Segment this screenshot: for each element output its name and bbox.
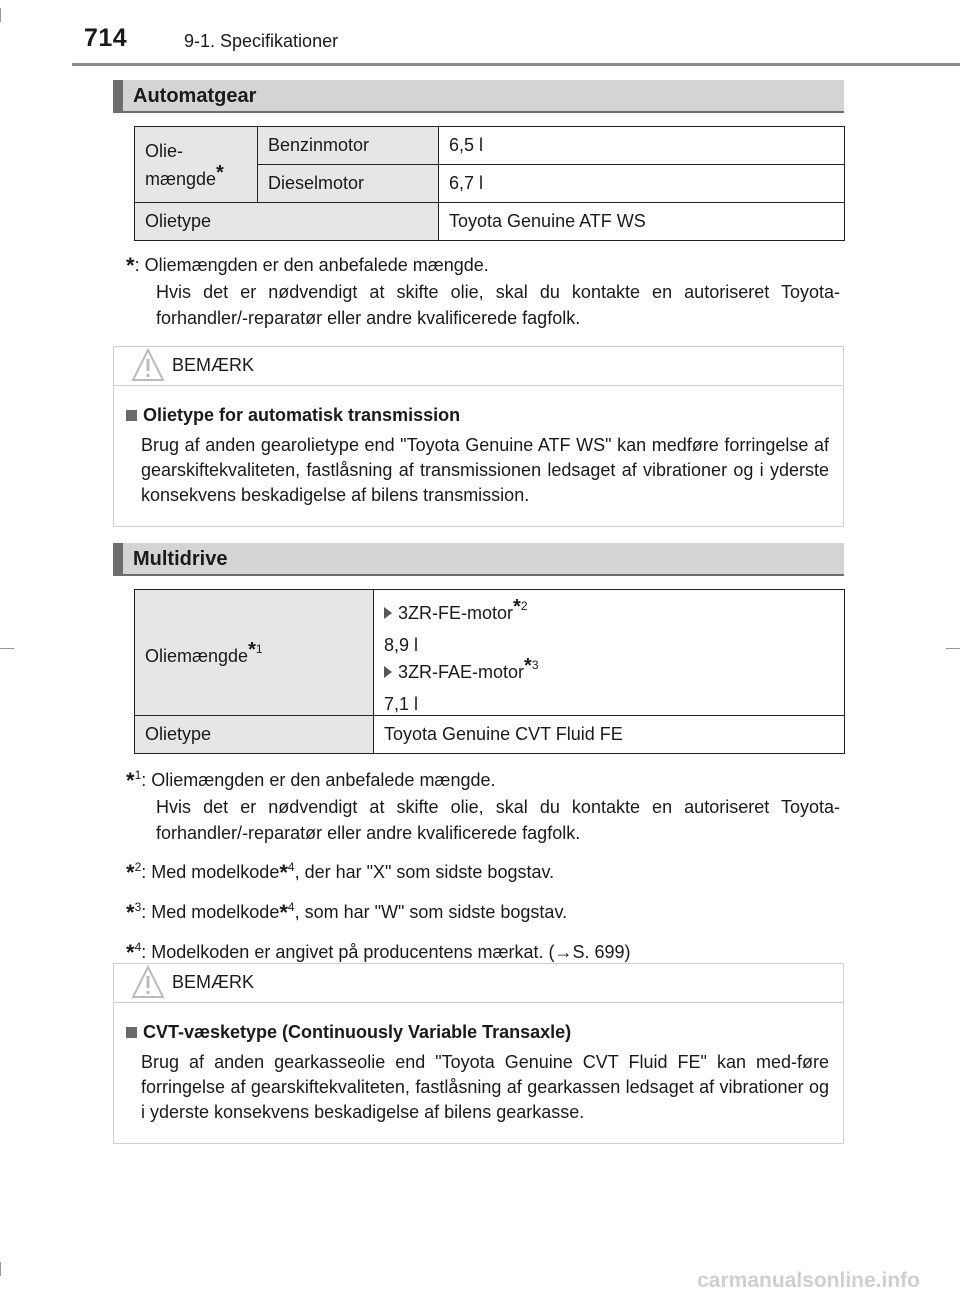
- header-rule: [72, 63, 960, 66]
- oil-amount-values: 3ZR-FE-motor$^{*2}$ 8,9 l 3ZR-FAE-motor$^{*3}$ 7,1 l: [374, 590, 845, 716]
- note-body: Brug af anden gearolietype end "Toyota Genuine ATF WS" kan medføre forringelse af gearskiftekvaliteten, fastlåsning af transmissionen ledsaget af vibrationer og i yderste konsekvens beskadigelse af bilens transmission.: [141, 435, 829, 505]
- note-box-atf: [113, 346, 844, 527]
- note-body: Brug af anden gearkasseolie end "Toyota Genuine CVT Fluid FE" kan med-føre forringelse af gearskiftekvaliteten, fastlåsning af gearkassen ledsaget af vibrationer og i yderste konsekvens beskadigelse af bilens gearkasse.: [141, 1052, 829, 1122]
- automatgear-footnote: *: Oliemængden er den anbefalede mængde. Hvis det er nødvendigt at skifte olie, skal du kontakte en autoriseret Toyota-forhandler/-reparatør eller andre kvalificerede fagfolk.: [126, 253, 840, 328]
- triangle-marker-icon: [384, 607, 392, 619]
- section-title: Automatgear: [133, 85, 257, 107]
- square-bullet-icon: [126, 1027, 137, 1038]
- value-cell: 8,9 l: [384, 634, 419, 655]
- engine-cell: Benzinmotor: [258, 127, 439, 165]
- section-header-multidrive: [113, 543, 844, 576]
- oil-amount-label: Olie- mængde*: [135, 127, 258, 203]
- square-bullet-icon: [126, 410, 137, 421]
- oil-type-label: Olietype: [135, 716, 374, 754]
- oil-amount-label: Oliemængde$^{*1}$: [135, 590, 374, 716]
- note-label: BEMÆRK: [172, 972, 255, 992]
- warning-icon: [131, 964, 165, 1000]
- crop-mark: [0, 8, 1, 22]
- value-cell: 7,1 l: [384, 693, 419, 714]
- crop-mark: [946, 648, 960, 649]
- page-number: 714: [84, 24, 128, 52]
- multidrive-spec-table: [134, 589, 845, 754]
- note-title: Olietype for automatisk transmission: [126, 405, 460, 426]
- note-header: [114, 347, 843, 386]
- note-title: CVT-væsketype (Continuously Variable Transaxle): [126, 1022, 571, 1043]
- section-title: Multidrive: [133, 548, 228, 570]
- automatgear-spec-table: [134, 126, 845, 241]
- note-header: [114, 964, 843, 1003]
- value-cell: 6,7 l: [439, 165, 845, 203]
- watermark: carmanualsonline.info: [697, 1269, 920, 1292]
- note-box-cvt: [113, 963, 844, 1144]
- multidrive-footnotes: *$^1$: Oliemængden er den anbefalede mængde. Hvis det er nødvendigt at skifte olie, skal du kontakte en autoriseret Toyota-forhandler/-reparatør eller andre kvalificerede fagfolk. *$^2$: Med modelkode*$^4$, der har "X" som sidste bogstav. *$^3$: Med modelkode*$^4$, som har "W" som sidste bogstav. *$^4$: Modelkoden er angivet på producentens mærkat. (→S. 699): [126, 768, 840, 965]
- crop-mark: [0, 648, 14, 649]
- warning-icon: [131, 347, 165, 383]
- crop-mark: [0, 1262, 1, 1276]
- chapter-title: 9-1. Specifikationer: [184, 31, 339, 51]
- engine-cell: Dieselmotor: [258, 165, 439, 203]
- oil-type-value: Toyota Genuine CVT Fluid FE: [374, 716, 845, 754]
- section-header-automatgear: [113, 80, 844, 113]
- arrow-icon: →: [554, 942, 573, 962]
- oil-type-label: Olietype: [135, 203, 439, 241]
- triangle-marker-icon: [384, 666, 392, 678]
- note-label: BEMÆRK: [172, 355, 255, 375]
- value-cell: 6,5 l: [439, 127, 845, 165]
- oil-type-value: Toyota Genuine ATF WS: [439, 203, 845, 241]
